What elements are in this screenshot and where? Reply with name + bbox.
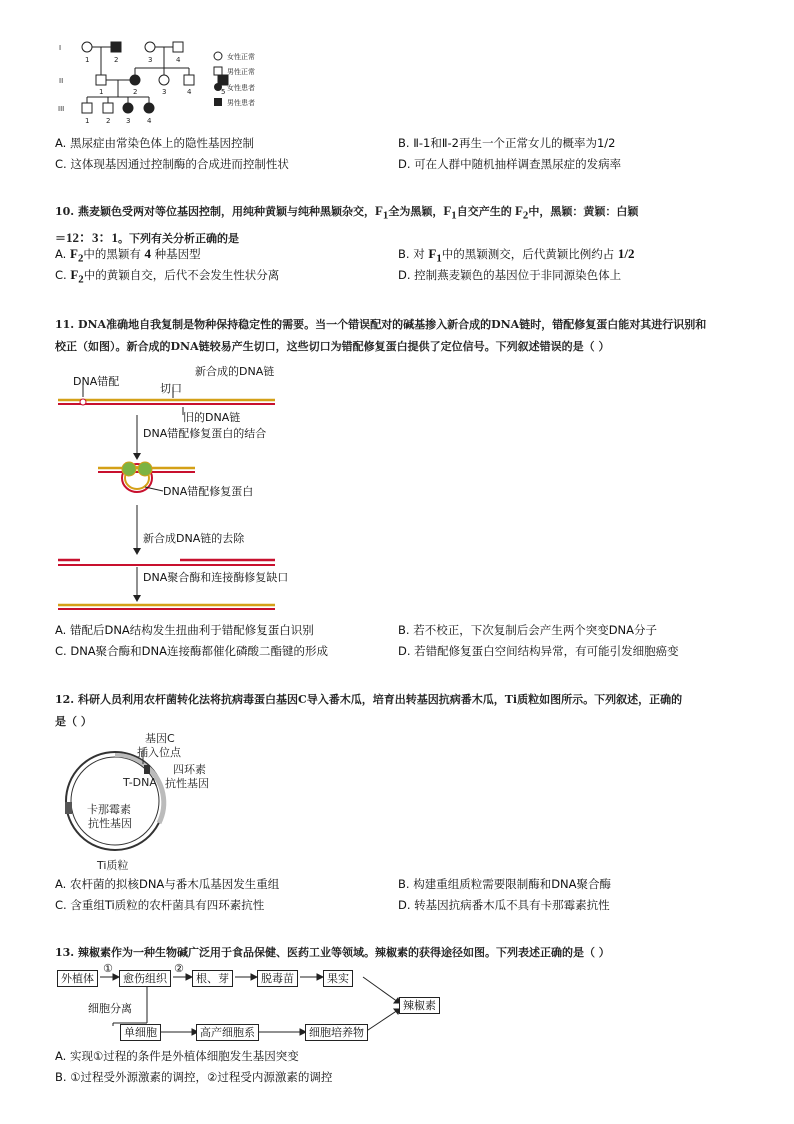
q11-option-b[interactable]: B. 若不校正，下次复制后会产生两个突变DNA分子 — [398, 623, 658, 637]
q11-option-c[interactable]: C. DNA聚合酶和DNA连接酶都催化磷酸二酯键的形成 — [55, 644, 328, 658]
label-step2: 新合成DNA链的去除 — [143, 532, 245, 545]
legend-male-normal: 男性正常 — [227, 68, 255, 76]
label-kan-a: 卡那霉素 — [87, 803, 131, 816]
gen-label-3: III — [58, 105, 65, 113]
q13-option-b[interactable]: B. ①过程受外源激素的调控，②过程受内源激素的调控 — [55, 1070, 333, 1084]
label-kan-b: 抗性基因 — [88, 817, 132, 830]
flow-capsaicin: 辣椒素 — [399, 997, 440, 1014]
gen2-number: 3 — [162, 88, 167, 96]
mismatch-marker — [80, 399, 86, 405]
q12-stem: 12. 科研人员利用农杆菌转化法将抗病毒蛋白基因C导入番木瓜，培育出转基因抗病番木瓜，Ti质粒如图所示。下列叙述，正确的 是（ ） — [55, 693, 683, 728]
flow-callus: 愈伤组织 — [119, 970, 171, 987]
ti-plasmid-diagram — [55, 728, 255, 873]
q9-option-c[interactable]: C. 这体现基因通过控制酶的合成进而控制性状 — [55, 157, 289, 171]
gen-label-2: II — [59, 77, 64, 85]
gen2-number: 1 — [99, 88, 104, 96]
label-step3: DNA聚合酶和连接酶修复缺口 — [143, 571, 289, 584]
q10-option-c[interactable]: C. $F_2$中的黄颖自交，后代不会发生性状分离 — [55, 267, 280, 286]
gen1-number: 3 — [148, 56, 153, 64]
q9-option-d[interactable]: D. 可在人群中随机抽样调查黑尿症的发病率 — [398, 157, 622, 171]
label-insert-site: 插入位点 — [137, 746, 181, 759]
gen2-male-1 — [96, 75, 106, 85]
legend-male-affected: 男性患者 — [227, 99, 255, 107]
gen3-affected-female-3 — [123, 103, 133, 113]
pedigree-legend — [212, 50, 282, 112]
gen1-number: 2 — [114, 56, 119, 64]
gen-label-1: I — [59, 44, 62, 52]
flow-root-bud: 根、芽 — [192, 970, 233, 987]
repair-protein-right — [138, 462, 152, 476]
gen2-number: 4 — [187, 88, 192, 96]
gen1-male-4 — [173, 42, 183, 52]
q12-option-b[interactable]: B. 构建重组质粒需要限制酶和DNA聚合酶 — [398, 877, 612, 891]
gen1-female-1 — [82, 42, 92, 52]
q10-option-a[interactable]: A. $F_2$中的黑颖有 4 种基因型 — [55, 246, 201, 265]
q9-option-a[interactable]: A. 黑尿症由常染色体上的隐性基因控制 — [55, 136, 254, 150]
flow-step1-label: ① — [103, 962, 113, 975]
flow-high-yield-line: 高产细胞系 — [196, 1024, 259, 1041]
q10-option-d[interactable]: D. 控制燕麦颖色的基因位于非同源染色体上 — [398, 268, 622, 282]
flow-explant: 外植体 — [57, 970, 98, 987]
flow-fruit: 果实 — [323, 970, 353, 987]
label-mismatch: DNA错配 — [73, 375, 120, 388]
gen1-affected-male-2 — [111, 42, 121, 52]
label-gene-c: 基因C — [145, 732, 175, 745]
label-tdna: T-DNA — [123, 776, 157, 789]
q12-option-c[interactable]: C. 含重组Ti质粒的农杆菌具有四环素抗性 — [55, 898, 265, 912]
gen2-number: 2 — [133, 88, 138, 96]
gen2-affected-female-2 — [130, 75, 140, 85]
gen3-male-1 — [82, 103, 92, 113]
gen3-male-2 — [103, 103, 113, 113]
q11-option-d[interactable]: D. 若错配修复蛋白空间结构异常，有可能引发细胞癌变 — [398, 644, 679, 658]
q13-stem: 13. 辣椒素作为一种生物碱广泛用于食品保健、医药工业等领域。辣椒素的获得途径如图。下列表述正确的是（ ） — [55, 946, 610, 959]
q12-option-d[interactable]: D. 转基因抗病番木瓜不具有卡那霉素抗性 — [398, 898, 610, 912]
flow-seedling: 脱毒苗 — [257, 970, 298, 987]
gen3-number: 2 — [106, 117, 111, 125]
q10-option-b[interactable]: B. 对 $F_1$中的黑颖测交，后代黄颖比例约占 1/2 — [398, 246, 635, 265]
label-repair-protein: DNA错配修复蛋白 — [163, 485, 254, 498]
legend-female-affected: 女性患者 — [227, 84, 255, 92]
gen1-number: 4 — [176, 56, 181, 64]
gen3-affected-female-4 — [144, 103, 154, 113]
q10-stem: 10. 燕麦颖色受两对等位基因控制，用纯种黄颖与纯种黑颖杂交，$F_1$全为黑颖，$F_1$自交产生的 $F_2$中，黑颖：黄颖：白颖 ＝12：3：1。下列有关分析正确的是 — [55, 203, 639, 245]
label-new-strand: 新合成的DNA链 — [195, 365, 275, 378]
repair-protein-left — [122, 462, 136, 476]
label-step1: DNA错配修复蛋白的结合 — [143, 427, 267, 440]
q12-option-a[interactable]: A. 农杆菌的拟核DNA与番木瓜基因发生重组 — [55, 877, 280, 891]
gen3-number: 4 — [147, 117, 152, 125]
q11-option-a[interactable]: A. 错配后DNA结构发生扭曲利于错配修复蛋白识别 — [55, 623, 314, 637]
label-tet-a: 四环素 — [173, 763, 206, 776]
dna-mismatch-repair-diagram — [55, 365, 295, 615]
label-plasmid: Ti质粒 — [97, 859, 129, 872]
flow-separation-label: 细胞分离 — [88, 1002, 132, 1015]
gen2-male-4 — [184, 75, 194, 85]
gen1-female-3 — [145, 42, 155, 52]
flow-step2-label: ② — [174, 962, 184, 975]
gen2-number: 5 — [221, 88, 226, 96]
flow-cell-culture: 细胞培养物 — [305, 1024, 368, 1041]
label-old-strand: 旧的DNA链 — [183, 411, 241, 424]
q13-option-a[interactable]: A. 实现①过程的条件是外植体细胞发生基因突变 — [55, 1049, 299, 1063]
q11-stem: 11. DNA准确地自我复制是物种保持稳定性的需要。当一个错误配对的碱基掺入新合成的DNA链时，错配修复蛋白能对其进行识别和 校正（如图）。新合成的DNA链较易产生切口，这些切口为错配修复蛋白提供了定位信号。下列叙述错误的是（ ） — [55, 318, 707, 353]
q9-option-b[interactable]: B. Ⅱ-1和Ⅱ-2再生一个正常女儿的概率为1/2 — [398, 136, 616, 150]
gen3-number: 1 — [85, 117, 90, 125]
legend-female-normal: 女性正常 — [227, 53, 255, 61]
gen1-number: 1 — [85, 56, 90, 64]
label-tet-b: 抗性基因 — [165, 777, 209, 790]
label-nick: 切口 — [160, 382, 182, 395]
gen3-number: 3 — [126, 117, 131, 125]
gen2-female-3 — [159, 75, 169, 85]
flow-single-cell: 单细胞 — [120, 1024, 161, 1041]
